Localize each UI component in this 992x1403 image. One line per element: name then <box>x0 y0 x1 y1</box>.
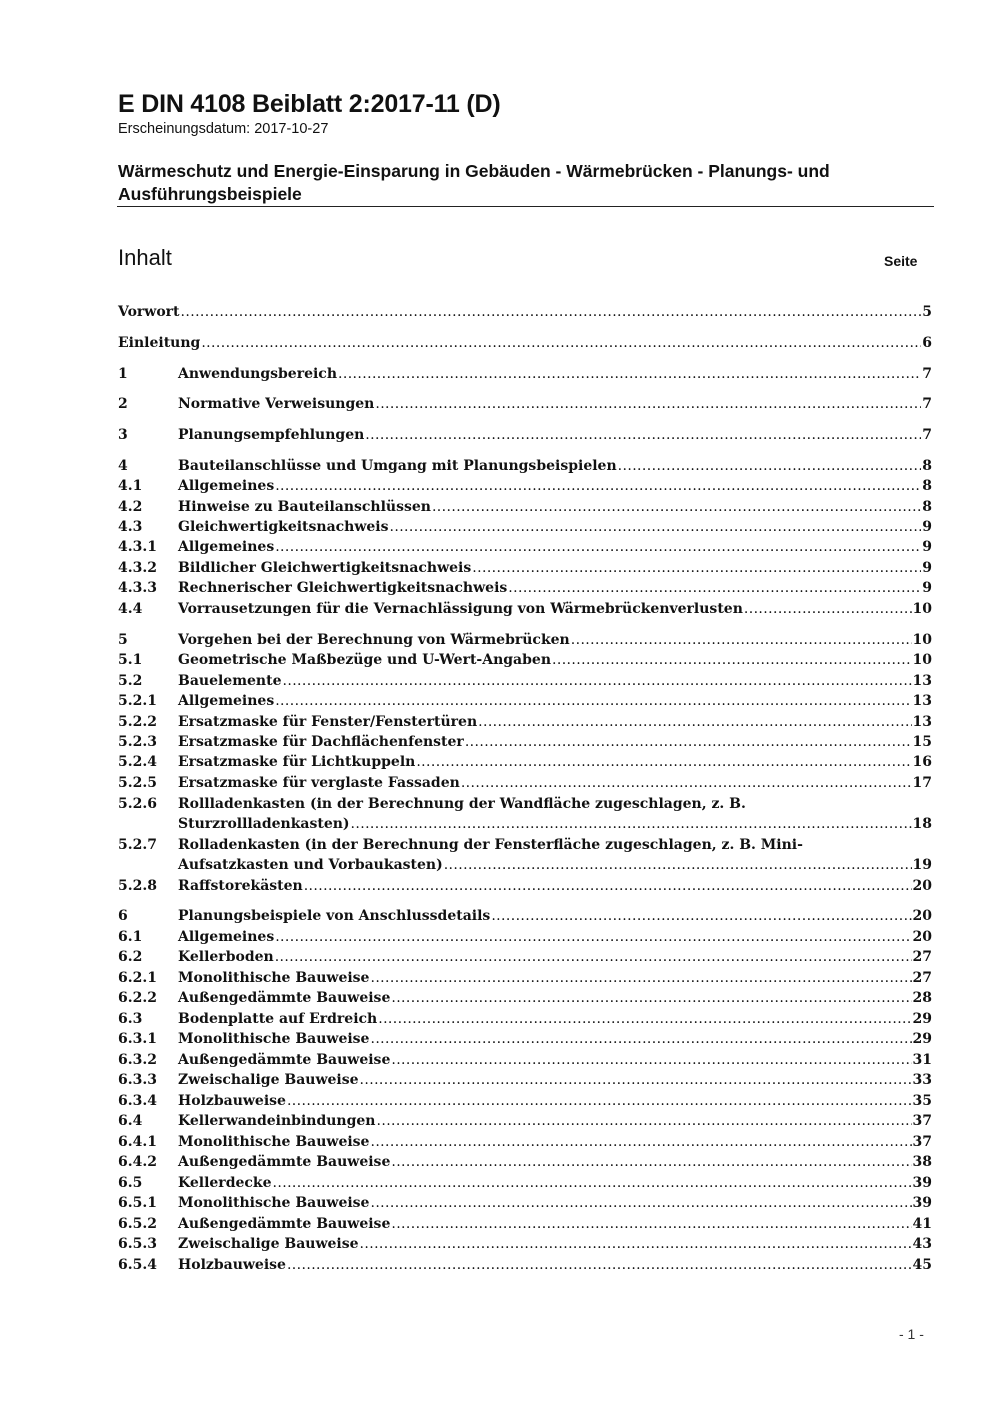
toc-heading: Inhalt <box>118 245 172 270</box>
toc-dot-leader <box>287 1091 912 1111</box>
toc-entry-label: Außengedämmte Bauweise <box>178 1216 391 1232</box>
toc-dot-leader <box>365 425 921 445</box>
toc-entry[interactable] <box>118 364 932 384</box>
toc-entry-number: 6.5.3 <box>118 1236 157 1252</box>
toc-entry-page: 19 <box>912 857 932 874</box>
toc-entry[interactable] <box>118 835 932 876</box>
toc-entry-page: 17 <box>912 775 932 791</box>
toc-entry-number: 5 <box>118 632 128 648</box>
toc-dot-leader <box>338 364 921 384</box>
toc-dot-leader <box>370 1029 911 1049</box>
toc-entry-label: Ersatzmaske für Lichtkuppeln <box>178 754 416 770</box>
toc-entry[interactable] <box>118 968 932 988</box>
toc-dot-leader <box>571 630 912 650</box>
title-divider <box>117 206 934 207</box>
toc-entry-number: 6.4.1 <box>118 1134 157 1150</box>
toc-entry-page: 29 <box>912 1011 932 1027</box>
toc-entry-label: Planungsbeispiele von Anschlussdetails <box>178 908 491 924</box>
toc-entry[interactable] <box>118 456 932 476</box>
toc-entry-number: 5.2.1 <box>118 693 157 709</box>
toc-entry-number: 6.3.2 <box>118 1052 157 1068</box>
toc-entry-page: 9 <box>922 580 932 596</box>
publication-date: Erscheinungsdatum: 2017-10-27 <box>118 121 329 137</box>
toc-entry[interactable] <box>118 1173 932 1193</box>
toc-dot-leader <box>618 456 922 476</box>
toc-entry-label: Monolithische Bauweise <box>178 1195 370 1211</box>
toc-entry-page: 20 <box>912 929 932 945</box>
toc-entry-page: 6 <box>922 335 932 351</box>
toc-entry-number: 4.3.2 <box>118 560 157 576</box>
toc-entry-page: 41 <box>912 1216 932 1232</box>
toc-entry-number: 6.1 <box>118 929 143 945</box>
toc-entry-page: 38 <box>912 1154 932 1170</box>
toc-entry-label: Hinweise zu Bauteilanschlüssen <box>178 499 431 515</box>
toc-dot-leader <box>360 1070 912 1090</box>
toc-entry-label: Rolladenkasten (in der Berechnung der Fensterfläche zugeschlagen, z. B. Mini- <box>178 837 803 853</box>
toc-entry-number: 6.2 <box>118 949 143 965</box>
toc-entry[interactable] <box>118 1050 932 1070</box>
toc-entry-number: 6.3.4 <box>118 1093 157 1109</box>
toc-dot-leader <box>472 558 921 578</box>
toc-entry-page: 13 <box>912 693 932 709</box>
toc-entry[interactable] <box>118 497 932 517</box>
toc-entry-number: 6.4.2 <box>118 1154 157 1170</box>
toc-entry-label: Holzbauweise <box>178 1257 286 1273</box>
toc-dot-leader <box>181 302 922 322</box>
toc-entry-number: 5.2.6 <box>118 796 157 812</box>
toc-entry-page: 35 <box>912 1093 932 1109</box>
toc-entry[interactable] <box>118 1111 932 1131</box>
toc-entry-number: 5.2.4 <box>118 754 157 770</box>
toc-entry-label: Geometrische Maßbezüge und U-Wert-Angaben <box>178 652 551 668</box>
toc-dot-leader <box>744 599 912 619</box>
toc-entry-page: 20 <box>912 908 932 924</box>
toc-entry-page: 15 <box>912 734 932 750</box>
toc-entry-page: 8 <box>922 458 932 474</box>
toc-entry-page: 28 <box>912 990 932 1006</box>
toc-dot-leader <box>273 1173 912 1193</box>
toc-entry-page: 10 <box>912 652 932 668</box>
toc-entry-label: Planungsempfehlungen <box>178 427 365 443</box>
toc-entry-page: 7 <box>922 366 932 382</box>
toc-entry-label: Ersatzmaske für Fenster/Fenstertüren <box>178 714 478 730</box>
toc-entry-number: 1 <box>118 366 128 382</box>
toc-entry-number: 6.2.2 <box>118 990 157 1006</box>
toc-entry-label: Kellerwandeinbindungen <box>178 1113 376 1129</box>
toc-entry[interactable] <box>118 906 932 926</box>
toc-entry-number: 6 <box>118 908 128 924</box>
toc-entry[interactable] <box>118 425 932 445</box>
toc-dot-leader <box>444 855 912 875</box>
toc-entry-label: Rechnerischer Gleichwertigkeitsnachweis <box>178 580 508 596</box>
toc-entry[interactable] <box>118 1070 932 1090</box>
toc-entry[interactable] <box>118 1255 932 1275</box>
toc-entry-label: Vorgehen bei der Berechnung von Wärmebrücken <box>178 632 570 648</box>
toc-dot-leader <box>370 968 911 988</box>
toc-dot-leader <box>465 732 912 752</box>
toc-dot-leader <box>304 876 912 896</box>
toc-entry[interactable] <box>118 394 932 414</box>
toc-dot-leader <box>390 517 922 537</box>
toc-entry-page: 8 <box>922 499 932 515</box>
toc-dot-leader <box>377 1111 912 1131</box>
toc-entry-number: 5.2.5 <box>118 775 157 791</box>
toc-dot-leader <box>416 752 911 772</box>
toc-entry-label: Zweischalige Bauweise <box>178 1072 359 1088</box>
toc-entry-page: 7 <box>922 427 932 443</box>
toc-entry-label: Monolithische Bauweise <box>178 1031 370 1047</box>
toc-dot-leader <box>370 1193 911 1213</box>
toc-entry-number: 6.5 <box>118 1175 143 1191</box>
toc-entry-label: Monolithische Bauweise <box>178 1134 370 1150</box>
toc-entry-number: 4.3.1 <box>118 539 157 555</box>
toc-dot-leader <box>370 1132 911 1152</box>
toc-entry[interactable] <box>118 1091 932 1111</box>
toc-entry[interactable] <box>118 302 932 322</box>
toc-entry[interactable] <box>118 558 932 578</box>
toc-dot-leader <box>351 814 912 834</box>
toc-entry-number: 6.3.3 <box>118 1072 157 1088</box>
toc-entry-label: Bauteilanschlüsse und Umgang mit Planungsbeispielen <box>178 458 617 474</box>
toc-entry-page: 31 <box>912 1052 932 1068</box>
toc-dot-leader <box>360 1234 912 1254</box>
toc-entry-number: 5.2.8 <box>118 878 157 894</box>
toc-dot-leader <box>391 1152 911 1172</box>
toc-entry[interactable] <box>118 333 932 353</box>
toc-entry-number: 6.5.2 <box>118 1216 157 1232</box>
toc-entry-page: 10 <box>912 601 932 617</box>
toc-entry[interactable] <box>118 599 932 619</box>
toc-entry-number: 5.2.2 <box>118 714 157 730</box>
toc-entry-label: Bildlicher Gleichwertigkeitsnachweis <box>178 560 472 576</box>
toc-entry-page: 39 <box>912 1195 932 1211</box>
toc-entry-label: Kellerdecke <box>178 1175 272 1191</box>
toc-entry-page: 33 <box>912 1072 932 1088</box>
toc-entry-number: 4.2 <box>118 499 143 515</box>
toc-entry-label: Allgemeines <box>178 478 275 494</box>
toc-entry-number: 3 <box>118 427 128 443</box>
toc-entry[interactable] <box>118 1193 932 1213</box>
toc-entry[interactable] <box>118 1132 932 1152</box>
toc-dot-leader <box>478 712 911 732</box>
toc-entry-number: 5.2.3 <box>118 734 157 750</box>
toc-dot-leader <box>275 947 912 967</box>
toc-dot-leader <box>391 988 911 1008</box>
toc-entry-label: Außengedämmte Bauweise <box>178 990 391 1006</box>
toc-entry-label: Zweischalige Bauweise <box>178 1236 359 1252</box>
toc-entry-page: 20 <box>912 878 932 894</box>
document-title: E DIN 4108 Beiblatt 2:2017-11 (D) <box>118 90 501 118</box>
toc-entry-number: 6.4 <box>118 1113 143 1129</box>
toc-dot-leader <box>508 578 921 598</box>
toc-entry-number: 5.2 <box>118 673 143 689</box>
page-column-label: Seite <box>884 253 918 269</box>
toc-entry-page: 13 <box>912 714 932 730</box>
toc-entry[interactable] <box>118 876 932 896</box>
toc-entry-page: 43 <box>912 1236 932 1252</box>
toc-entry-page: 18 <box>912 816 932 833</box>
toc-entry-label: Vorrausetzungen für die Vernachlässigung von Wärmebrückenverlusten <box>178 601 743 617</box>
toc-entry[interactable] <box>118 927 932 947</box>
page-number: - 1 - <box>899 1326 924 1342</box>
toc-entry-page: 13 <box>912 673 932 689</box>
toc-entry-label: Bauelemente <box>178 673 282 689</box>
toc-entry[interactable] <box>118 1029 932 1049</box>
toc-entry-number: 4.1 <box>118 478 143 494</box>
toc-entry[interactable] <box>118 1152 932 1172</box>
toc-entry-number: 6.2.1 <box>118 970 157 986</box>
toc-entry[interactable] <box>118 517 932 537</box>
toc-entry-page: 10 <box>912 632 932 648</box>
toc-entry[interactable] <box>118 988 932 1008</box>
toc-entry-page: 39 <box>912 1175 932 1191</box>
toc-entry-page: 9 <box>922 539 932 555</box>
toc-entry[interactable] <box>118 537 932 557</box>
toc-entry[interactable] <box>118 794 932 835</box>
toc-entry-number: 4.4 <box>118 601 143 617</box>
toc-entry-label: Holzbauweise <box>178 1093 286 1109</box>
toc-entry-page: 27 <box>912 949 932 965</box>
toc-entry[interactable] <box>118 1214 932 1234</box>
toc-entry-page: 37 <box>912 1113 932 1129</box>
toc-dot-leader <box>275 927 911 947</box>
toc-entry-number: 6.3 <box>118 1011 143 1027</box>
toc-entry-label: Anwendungsbereich <box>178 366 337 382</box>
toc-dot-leader <box>391 1214 911 1234</box>
toc-entry-label: Kellerboden <box>178 949 274 965</box>
toc-entry-page: 8 <box>922 478 932 494</box>
toc-dot-leader <box>201 333 921 353</box>
toc-entry-page: 5 <box>922 304 932 320</box>
toc-dot-leader <box>432 497 921 517</box>
toc-dot-leader <box>461 773 912 793</box>
toc-entry-page: 45 <box>912 1257 932 1273</box>
toc-entry-page: 27 <box>912 970 932 986</box>
toc-entry-label: Außengedämmte Bauweise <box>178 1052 391 1068</box>
toc-dot-leader <box>287 1255 912 1275</box>
toc-entry[interactable] <box>118 691 932 711</box>
toc-entry-page: 16 <box>912 754 932 770</box>
toc-entry[interactable] <box>118 773 932 793</box>
toc-entry-number: 4.3.3 <box>118 580 157 596</box>
toc-entry-page: 9 <box>922 560 932 576</box>
toc-entry[interactable] <box>118 732 932 752</box>
toc-entry[interactable] <box>118 712 932 732</box>
toc-entry-label: Normative Verweisungen <box>178 396 375 412</box>
toc-entry-label: Raffstorekästen <box>178 878 303 894</box>
toc-entry[interactable] <box>118 578 932 598</box>
toc-entry-label: Allgemeines <box>178 929 275 945</box>
toc-entry-label: Monolithische Bauweise <box>178 970 370 986</box>
toc-entry-page: 7 <box>922 396 932 412</box>
toc-dot-leader <box>275 476 921 496</box>
toc-entry-number: 6.3.1 <box>118 1031 157 1047</box>
toc-entry-number: 6.5.1 <box>118 1195 157 1211</box>
document-subtitle: Wärmeschutz und Energie-Einsparung in Gebäuden - Wärmebrücken - Planungs- und Ausführungsbeispiele <box>118 161 830 204</box>
toc-entry-label: Gleichwertigkeitsnachweis <box>178 519 389 535</box>
toc-dot-leader <box>283 671 912 691</box>
toc-entry[interactable] <box>118 630 932 650</box>
toc-entry[interactable] <box>118 476 932 496</box>
toc-entry-label: Allgemeines <box>178 693 275 709</box>
toc-entry[interactable] <box>118 650 932 670</box>
toc-dot-leader <box>375 394 921 414</box>
toc-entry-label: Rollladenkasten (in der Berechnung der Wandfläche zugeschlagen, z. B. <box>178 796 746 812</box>
toc-entry-number: 5.1 <box>118 652 143 668</box>
toc-entry[interactable] <box>118 1234 932 1254</box>
toc-entry[interactable] <box>118 947 932 967</box>
toc-dot-leader <box>275 537 921 557</box>
toc-dot-leader <box>378 1009 911 1029</box>
toc-entry-number: 2 <box>118 396 128 412</box>
toc-entry-number: 6.5.4 <box>118 1257 157 1273</box>
toc-entry-label: Einleitung <box>118 335 201 351</box>
toc-entry-label: Ersatzmaske für verglaste Fassaden <box>178 775 460 791</box>
toc-entry[interactable] <box>118 752 932 772</box>
toc-entry-label-continued: Sturzrollladenkasten) <box>178 816 350 833</box>
toc-entry[interactable] <box>118 671 932 691</box>
toc-entry-label: Bodenplatte auf Erdreich <box>178 1011 378 1027</box>
toc-entry-page: 9 <box>922 519 932 535</box>
toc-dot-leader <box>491 906 911 926</box>
toc-entry-number: 5.2.7 <box>118 837 157 853</box>
toc-entry-number: 4 <box>118 458 128 474</box>
toc-entry-label: Allgemeines <box>178 539 275 555</box>
toc-dot-leader <box>552 650 912 670</box>
toc-dot-leader <box>275 691 911 711</box>
toc-entry-label-continued: Aufsatzkasten und Vorbaukasten) <box>178 857 443 874</box>
toc-dot-leader <box>391 1050 911 1070</box>
toc-entry-label: Außengedämmte Bauweise <box>178 1154 391 1170</box>
toc-entry-page: 29 <box>912 1031 932 1047</box>
toc-entry[interactable] <box>118 1009 932 1029</box>
toc-entry-label: Ersatzmaske für Dachflächenfenster <box>178 734 464 750</box>
toc-entry-label: Vorwort <box>118 304 180 320</box>
toc-entry-page: 37 <box>912 1134 932 1150</box>
toc-entry-number: 4.3 <box>118 519 143 535</box>
